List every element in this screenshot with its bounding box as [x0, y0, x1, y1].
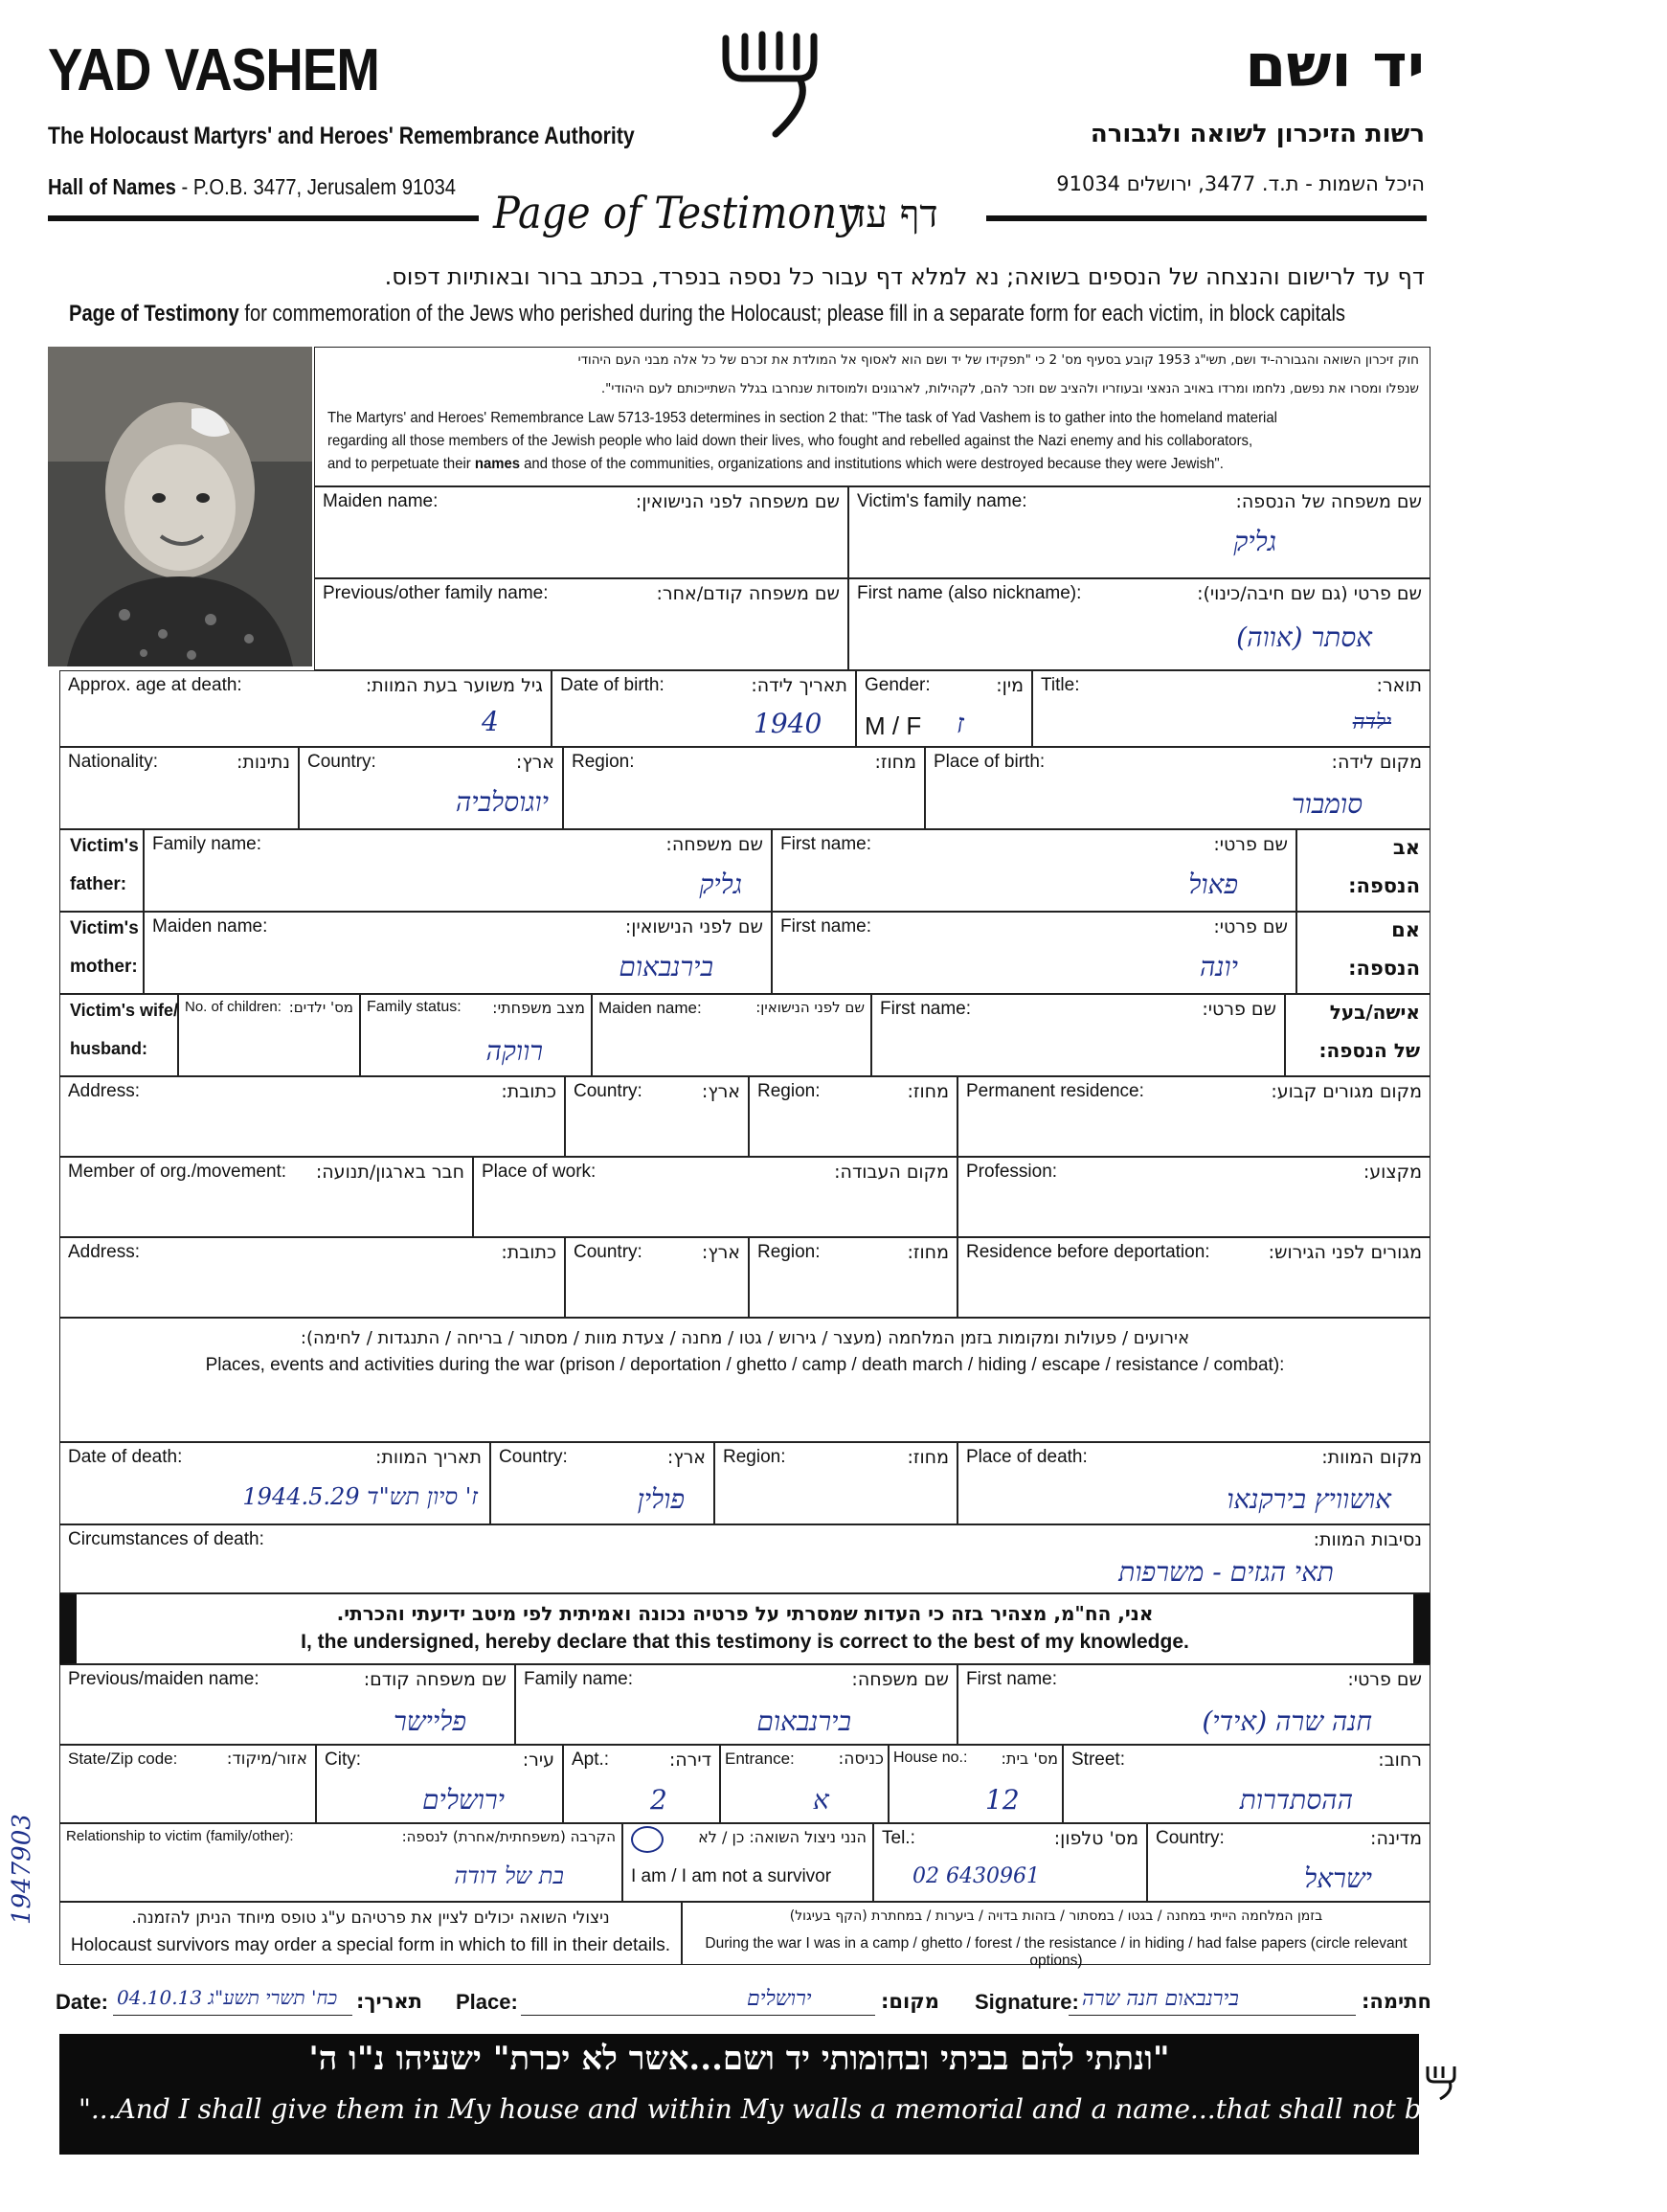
- title-value-struck: ילדה: [1352, 711, 1391, 734]
- circumstances-value: תאי הגזים - משרפות: [1118, 1556, 1334, 1588]
- label-he: מקצוע:: [1363, 1162, 1422, 1183]
- label-he: דירה:: [668, 1749, 711, 1771]
- label-en: Permanent residence:: [966, 1081, 1144, 1101]
- label-he: ארץ:: [701, 1081, 740, 1102]
- mother-label: [59, 912, 144, 994]
- label-he-2: של הנספה:: [1318, 1039, 1420, 1062]
- father-first-name-field[interactable]: [772, 829, 1296, 912]
- father-label: [59, 829, 144, 912]
- declaration-he: אני, הח"מ, מצהיר בזה כי העדות שמסרתי על פרטיה נכונה ואמיתית לפי מיטב ידיעתי והכרתי.: [336, 1602, 1154, 1625]
- label-he: חבר בארגון/תנועה:: [315, 1162, 464, 1183]
- victim-family-name-field[interactable]: [848, 486, 1430, 578]
- label-en-2: mother:: [70, 957, 138, 977]
- father-label-he: [1296, 829, 1430, 912]
- label-en: Country:: [574, 1242, 642, 1262]
- hall-of-names-he: היכל השמות - ת.ד. 3477, ירושלים 91034: [1056, 172, 1425, 195]
- label-en: Title:: [1041, 675, 1080, 695]
- events-label-he: אירועים / פעולות ומקומות בזמן המלחמה (מעצר / גירוש / גטו / מחנה / צעדת מוות / מסתור / בריחה / התנגדות / לחימה):: [300, 1328, 1190, 1348]
- label-he: אזור/מיקוד:: [226, 1749, 307, 1769]
- label-en: Previous/maiden name:: [68, 1669, 259, 1689]
- label-he: שם פרטי (גם שם חיבה/כינוי):: [1197, 583, 1422, 604]
- label-he: מצב משפחתי:: [492, 999, 585, 1017]
- footer-banner: [59, 2034, 1667, 2155]
- father-first-value: פאול: [1188, 869, 1238, 900]
- label-he: מס' בית:: [1001, 1749, 1058, 1768]
- declaration-en: I, the undersigned, hereby declare that this testimony is correct to the best of my knowledge.: [301, 1631, 1189, 1653]
- label-he: ארץ:: [701, 1242, 740, 1263]
- law-en-3a: and to perpetuate their: [327, 456, 475, 472]
- label-en: Family status:: [367, 999, 462, 1015]
- footer-quote-en-wrap: [79, 2093, 1667, 2125]
- label-en: Residence before deportation:: [966, 1242, 1210, 1262]
- intro-en: [69, 301, 1345, 327]
- label-he: כתובת:: [501, 1242, 556, 1263]
- address-before-field[interactable]: [59, 1237, 565, 1318]
- survivor-label-en: I am / I am not a survivor: [631, 1866, 832, 1886]
- label-en: Country:: [499, 1447, 568, 1467]
- label-en: Previous/other family name:: [323, 583, 549, 603]
- mother-maiden-name-field[interactable]: [144, 912, 772, 994]
- label-he: מחוז:: [907, 1081, 949, 1102]
- label-en-1: Victim's wife/: [70, 1001, 178, 1020]
- date-label-he: תאריך:: [356, 1990, 422, 2013]
- label-en: Circumstances of death:: [68, 1529, 264, 1549]
- street-field[interactable]: [1063, 1745, 1430, 1823]
- apt-field[interactable]: [563, 1745, 720, 1823]
- intro-en-rest: for commemoration of the Jews who perished during the Holocaust; please fill in a separate form for each victim, in block capitals: [244, 301, 1346, 327]
- country-value: יוגוסלביה: [455, 786, 549, 818]
- label-en: Place of birth:: [934, 752, 1046, 772]
- label-he: מס' טלפון:: [1053, 1828, 1138, 1849]
- label-en: Address:: [68, 1242, 140, 1262]
- spouse-maiden-name-field[interactable]: [592, 994, 871, 1076]
- label-en: Date of death:: [68, 1447, 183, 1467]
- label-en: Address:: [68, 1081, 140, 1101]
- label-he: הנני ניצול השואה: כן / לא: [698, 1828, 867, 1846]
- label-en: Date of birth:: [560, 675, 665, 695]
- entrance-value: א: [813, 1784, 829, 1816]
- label-he: שם פרטי:: [1213, 916, 1288, 937]
- label-he: מס' ילדים:: [288, 999, 353, 1016]
- gender-field[interactable]: [856, 670, 1032, 747]
- label-en: Gender:: [865, 675, 931, 695]
- label-en: Family name:: [152, 834, 262, 854]
- residence-before-deportation-field[interactable]: [957, 1237, 1430, 1318]
- label-en-2: husband:: [70, 1039, 147, 1058]
- authority-he: רשות הזיכרון לשואה ולגבורה: [1090, 120, 1425, 148]
- spouse-label: [59, 994, 178, 1076]
- label-en: Place of work:: [482, 1162, 597, 1182]
- label-he-1: אישה/בעל: [1329, 1001, 1420, 1024]
- label-en: Nationality:: [68, 752, 158, 772]
- label-en: Apt.:: [572, 1749, 610, 1770]
- label-en: Region:: [723, 1447, 786, 1467]
- signature-label-en: Signature:: [975, 1990, 1079, 2014]
- gender-options: M / F: [865, 711, 922, 740]
- label-en: Tel.:: [882, 1828, 915, 1848]
- house-value: 12: [985, 1784, 1020, 1816]
- label-en: Street:: [1071, 1749, 1125, 1770]
- label-he: שם משפחה קודם/אחר:: [656, 583, 840, 604]
- label-en: Victim's family name:: [857, 491, 1027, 511]
- label-en: First name:: [780, 916, 872, 937]
- survivor-special-form-note: [59, 1902, 682, 1965]
- law-en-2: regarding all those members of the Jewish people who laid down their lives, who fought and rebelled against the Nazi enemy and his collaborators,: [327, 433, 1253, 449]
- camp-en: During the war I was in a camp / ghetto / forest / the resistance / in hiding / had false papers (circle relevant options): [705, 1935, 1408, 1969]
- spouse-label-he: [1285, 994, 1430, 1076]
- label-he: מחוז:: [907, 1447, 949, 1468]
- submitter-prev-name-field[interactable]: [59, 1664, 515, 1745]
- place-line[interactable]: [521, 2015, 875, 2016]
- title-field[interactable]: [1032, 670, 1430, 747]
- law-en-3c: and those of the communities, organizations and institutions which were destroyed because they were Jewish".: [520, 456, 1224, 472]
- date-of-death-field[interactable]: [59, 1442, 490, 1524]
- country-field[interactable]: [299, 747, 563, 829]
- label-he: מין:: [996, 675, 1024, 696]
- label-he: מקום לידה:: [1331, 752, 1422, 773]
- label-he: תאריך המוות:: [375, 1447, 482, 1468]
- circumstances-field[interactable]: [59, 1524, 1430, 1593]
- label-en: Maiden name:: [598, 999, 702, 1017]
- label-en-1: Victim's: [70, 836, 139, 856]
- form-title-en: Page of Testimony: [493, 187, 860, 238]
- first-name-field[interactable]: [848, 578, 1430, 670]
- label-he: עיר:: [522, 1749, 554, 1771]
- submitter-first-value: חנה שרה (אידי): [1202, 1705, 1372, 1737]
- camp-he: בזמן המלחמה הייתי במחנה / בגטו / במסתור / בזהות בדויה / ביערות / במחתרת (הקף בעיגול): [789, 1908, 1323, 1924]
- label-en: Relationship to victim (family/other):: [66, 1828, 294, 1844]
- special-he: ניצולי השואה יכולים לציין את פרטיהם ע"ג טופס מיוחד הניתן להזמנה.: [131, 1908, 610, 1928]
- label-he: מדינה:: [1370, 1828, 1422, 1849]
- survivor-circle: [631, 1826, 664, 1853]
- label-en: Approx. age at death:: [68, 675, 242, 695]
- label-en: First name:: [880, 999, 972, 1019]
- submitter-country-value: ישראל: [1304, 1862, 1372, 1894]
- state-zip-field[interactable]: [59, 1745, 316, 1823]
- age-value: 4: [482, 706, 499, 737]
- label-en: Member of org./movement:: [68, 1162, 287, 1182]
- permanent-residence-field[interactable]: [957, 1076, 1430, 1157]
- address-country-field[interactable]: [565, 1076, 749, 1157]
- dod-value: ז' סיון תש"ד 1944.5.29: [242, 1483, 478, 1510]
- label-he: תואר:: [1376, 675, 1422, 696]
- margin-archive-number: 1947903: [8, 1814, 36, 1925]
- org-name-he: יד ושם: [1245, 31, 1425, 101]
- hall-bold: Hall of Names: [48, 174, 176, 199]
- law-en-3b: names: [474, 456, 521, 472]
- law-en-3: [327, 456, 1224, 473]
- label-en: Region:: [757, 1242, 821, 1262]
- label-en: Country:: [574, 1081, 642, 1101]
- family-status-field[interactable]: [360, 994, 592, 1076]
- signature-label-he: חתימה:: [1362, 1990, 1431, 2013]
- address-region-field[interactable]: [749, 1076, 957, 1157]
- entrance-field[interactable]: [720, 1745, 889, 1823]
- label-en: City:: [325, 1749, 361, 1770]
- place-value: ירושלים: [747, 1987, 812, 2011]
- mother-first-value: יונה: [1199, 951, 1238, 982]
- submitter-family-value: בירנבאום: [756, 1705, 851, 1737]
- label-en: State/Zip code:: [68, 1749, 178, 1768]
- wartime-status-options[interactable]: [682, 1902, 1430, 1969]
- mother-label-he: [1296, 912, 1430, 994]
- submitter-family-name-field[interactable]: [515, 1664, 957, 1745]
- region-field[interactable]: [563, 747, 925, 829]
- label-he: מחוז:: [874, 752, 916, 773]
- first-name-value: אסתר (אווה): [1236, 621, 1372, 653]
- footer-quote-en: "...And I shall give them in My house and within My walls a memorial and a name...that shall not be cut off": [79, 2093, 1545, 2125]
- label-he-2: הנספה:: [1348, 957, 1420, 980]
- date-of-birth-field[interactable]: [552, 670, 856, 747]
- gender-value: ז: [957, 708, 964, 739]
- label-he: ארץ:: [515, 752, 554, 773]
- children-field[interactable]: [178, 994, 360, 1076]
- death-region-field[interactable]: [714, 1442, 957, 1524]
- label-en: Maiden name:: [152, 916, 268, 937]
- mother-maiden-value: בירנבאום: [619, 951, 713, 982]
- relationship-value: בת של דודה: [454, 1862, 564, 1889]
- hall-of-names-en: [48, 174, 456, 200]
- father-family-name-field[interactable]: [144, 829, 772, 912]
- label-he: הקרבה (משפחתית/אחרת) לנספה:: [401, 1828, 616, 1845]
- intro-en-bold: Page of Testimony: [69, 301, 239, 327]
- label-he: מגורים לפני הגירוש:: [1268, 1242, 1422, 1263]
- label-he: שם פרטי:: [1347, 1669, 1422, 1690]
- address-before-region-field[interactable]: [749, 1237, 957, 1318]
- label-en: Maiden name:: [323, 491, 439, 511]
- previous-family-name-field[interactable]: [314, 578, 848, 670]
- label-he: כתובת:: [501, 1081, 556, 1102]
- dob-value: 1940: [754, 708, 822, 739]
- yad-vashem-logo: [718, 29, 823, 144]
- label-he: שם פרטי:: [1213, 834, 1288, 855]
- footer-quote-ref: Isaiah, 56:5: [1553, 2100, 1667, 2123]
- label-he: תאריך לידה:: [751, 675, 847, 696]
- city-field[interactable]: [316, 1745, 563, 1823]
- label-he: כניסה:: [838, 1749, 884, 1769]
- header-rule-left: [48, 215, 479, 221]
- law-en-1: The Martyrs' and Heroes' Remembrance Law 5713-1953 determines in section 2 that: "The task of Yad Vashem is to gather into the homeland material: [327, 410, 1277, 426]
- spouse-first-name-field[interactable]: [871, 994, 1285, 1076]
- label-en: Country:: [307, 752, 376, 772]
- label-he: מחוז:: [907, 1242, 949, 1263]
- telephone-value: 02 6430961: [912, 1864, 1040, 1888]
- label-he: נתינות:: [236, 752, 290, 773]
- label-en: First name (also nickname):: [857, 583, 1082, 603]
- intro-he: דף עד לרישום והנצחה של הנספים בשואה; נא למלא דף עבור כל נספה בנפרד, בכתב ברור ובאותיות דפוס.: [384, 263, 1425, 290]
- signature-line[interactable]: [1069, 2015, 1356, 2016]
- nationality-field[interactable]: [59, 747, 299, 829]
- pob-value: סומבור: [1291, 788, 1363, 820]
- label-en: Entrance:: [725, 1749, 795, 1768]
- label-he: ארץ:: [666, 1447, 706, 1468]
- city-value: ירושלים: [422, 1784, 505, 1816]
- label-he: שם משפחה:: [665, 834, 763, 855]
- wartime-events-field[interactable]: [59, 1318, 1430, 1442]
- org-name-en: YAD VASHEM: [48, 37, 379, 103]
- submitter-prev-value: פליישר: [393, 1705, 466, 1737]
- submitter-country-field[interactable]: [1147, 1823, 1430, 1902]
- relationship-field[interactable]: [59, 1823, 622, 1902]
- label-en: Place of death:: [966, 1447, 1088, 1467]
- place-of-birth-field[interactable]: [925, 747, 1430, 829]
- law-he-2: שנפלו ומסרו את נפשם, נלחמו ומרדו באויב הנאצי ובעוזריו ולהציב שם וזכר להם, לקהילות, לארגונים ולמוסדות שנחרבו בגלל השתייכותם לעם היהודי".: [600, 381, 1419, 396]
- place-of-work-field[interactable]: [473, 1157, 957, 1237]
- header-rule-right: [986, 215, 1427, 221]
- death-country-field[interactable]: [490, 1442, 714, 1524]
- label-he: שם לפני הנישואין:: [755, 999, 865, 1016]
- label-he: גיל משוער בעת המוות:: [365, 675, 543, 696]
- label-he: שם משפחה של הנספה:: [1235, 491, 1422, 512]
- label-he: מקום מגורים קבוע:: [1271, 1081, 1422, 1102]
- special-en: Holocaust survivors may order a special form in which to fill in their details.: [70, 1935, 671, 1955]
- label-he: מקום המוות:: [1321, 1447, 1422, 1468]
- authority-en: The Holocaust Martyrs' and Heroes' Remembrance Authority: [48, 123, 635, 149]
- label-he: נסיבות המוות:: [1313, 1529, 1422, 1550]
- hall-address: - P.O.B. 3477, Jerusalem 91034: [181, 174, 457, 199]
- form-title-he: דף עד: [847, 192, 938, 237]
- label-he-1: אם: [1391, 918, 1420, 941]
- member-org-field[interactable]: [59, 1157, 473, 1237]
- place-of-death-field[interactable]: [957, 1442, 1430, 1524]
- label-en: Region:: [572, 752, 635, 772]
- death-country-value: פולין: [637, 1483, 685, 1515]
- profession-field[interactable]: [957, 1157, 1430, 1237]
- family-status-value: רווקה: [485, 1035, 543, 1067]
- date-label-en: Date:: [56, 1990, 109, 2014]
- label-en: Region:: [757, 1081, 821, 1101]
- label-en: No. of children:: [185, 999, 282, 1015]
- house-no-field[interactable]: [889, 1745, 1063, 1823]
- father-family-value: גליק: [699, 869, 742, 900]
- label-en: First name:: [780, 834, 872, 854]
- place-label-en: Place:: [456, 1990, 518, 2014]
- label-he-2: הנספה:: [1348, 874, 1420, 897]
- apt-value: 2: [650, 1784, 667, 1816]
- label-he: רחוב:: [1378, 1749, 1422, 1771]
- pod-value: אושוויץ בירקנאו: [1227, 1483, 1391, 1515]
- label-en: Country:: [1156, 1828, 1225, 1848]
- label-en-2: father:: [70, 874, 127, 894]
- label-he: שם משפחה קודם:: [363, 1669, 507, 1690]
- place-label-he: מקום:: [881, 1990, 939, 2013]
- label-he: שם משפחה לפני הנישואין:: [635, 491, 840, 512]
- date-line[interactable]: [113, 2015, 352, 2016]
- street-value: ההסתדרות: [1239, 1784, 1353, 1816]
- events-label-en: Places, events and activities during the war (prison / deportation / ghetto / camp / death march / hiding / escape / resistance / combat):: [205, 1355, 1285, 1375]
- victim-photo: [48, 347, 312, 666]
- footer-quote-he: "ונתתי להם בביתי ובחומותי יד ושם...אשר לא יכרת" ישעיהו נ"ו ה': [308, 2040, 1170, 2078]
- label-he: מקום העבודה:: [834, 1162, 949, 1183]
- submitter-first-name-field[interactable]: [957, 1664, 1430, 1745]
- survivor-field[interactable]: [622, 1823, 873, 1902]
- mother-first-name-field[interactable]: [772, 912, 1296, 994]
- law-he-1: חוק זיכרון השואה והגבורה-יד ושם, תשי"ג 1953 קובע בסעיף מס' 2 כי "תפקידו של יד ושם הוא לאסוף אל המולדת את זכרם של כל אלה מבני העם היהודי: [577, 352, 1419, 368]
- age-at-death-field[interactable]: [59, 670, 552, 747]
- label-he: שם משפחה:: [851, 1669, 949, 1690]
- label-en: First name:: [966, 1669, 1058, 1689]
- signature-value: בירנבאום חנה שרה: [1082, 1987, 1239, 2011]
- label-en: Family name:: [524, 1669, 634, 1689]
- label-he: שם לפני הנישואין:: [624, 916, 763, 937]
- declaration-box: [59, 1593, 1430, 1664]
- label-en-1: Victim's: [70, 918, 139, 938]
- victim-family-value: גליק: [1233, 526, 1276, 557]
- label-en: Profession:: [966, 1162, 1058, 1182]
- footer-logo-icon: [1425, 2063, 1457, 2106]
- label-he-1: אב: [1392, 836, 1420, 859]
- date-value: 04.10.13 כח' תשרי תשע"ג: [117, 1986, 338, 2009]
- telephone-field[interactable]: [873, 1823, 1147, 1902]
- address-before-country-field[interactable]: [565, 1237, 749, 1318]
- label-en: House no.:: [893, 1749, 968, 1766]
- address-field[interactable]: [59, 1076, 565, 1157]
- label-he: שם פרטי:: [1202, 999, 1276, 1020]
- maiden-name-field[interactable]: [314, 486, 848, 578]
